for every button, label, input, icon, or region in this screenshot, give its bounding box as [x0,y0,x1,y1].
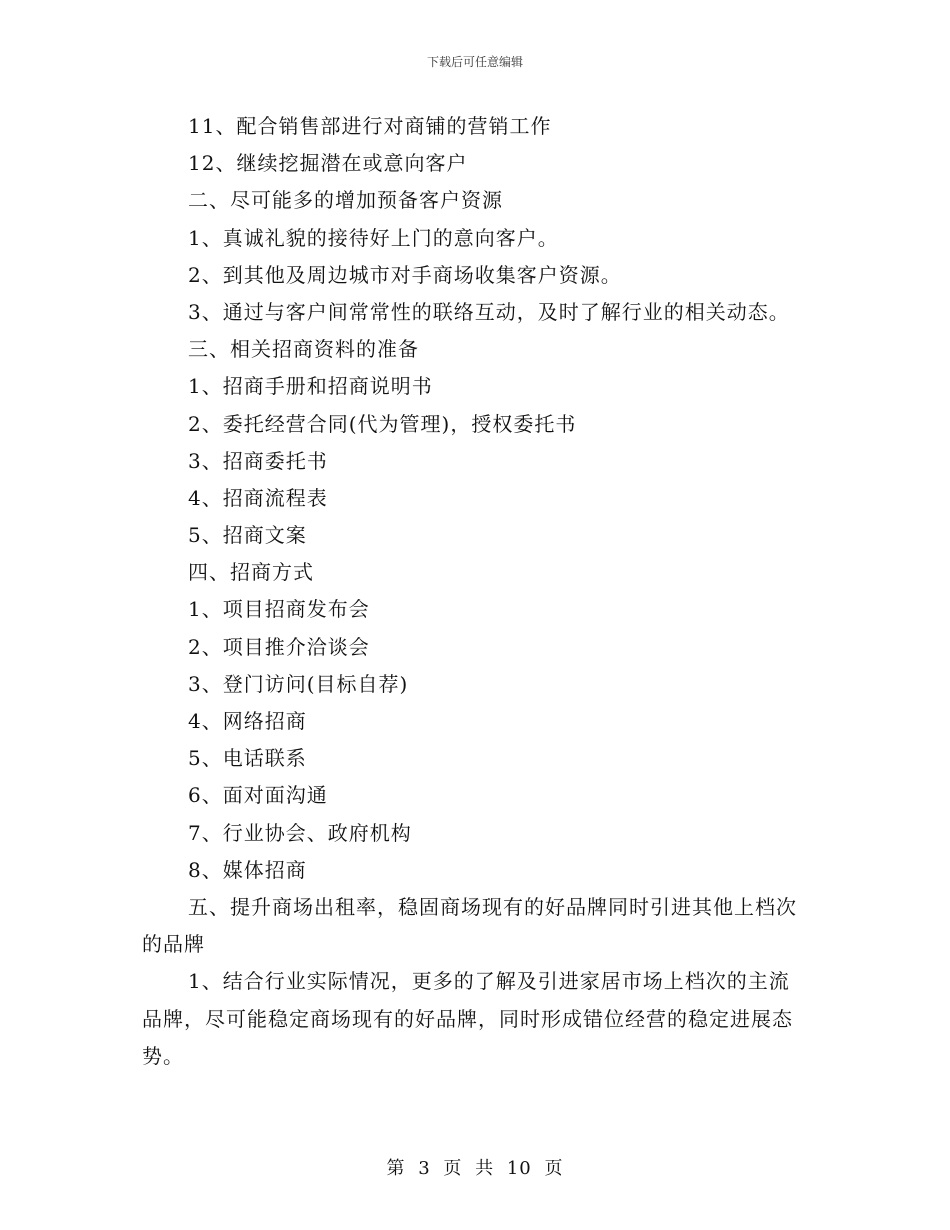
list-item: 3、通过与客户间常常性的联络互动，及时了解行业的相关动态。 [188,299,790,324]
list-item: 3、招商委托书 [188,448,328,473]
body-paragraph: 1、结合行业实际情况，更多的了解及引进家居市场上档次的主流品牌，尽可能稳定商场现有的好品牌，同时形成错位经营的稳定进展态势。 [142,969,793,1068]
list-item: 2、到其他及周边城市对手商场收集客户资源。 [188,262,622,287]
page-header: 下载后可任意编辑 [426,55,523,69]
list-item: 6、面对面沟通 [188,783,328,808]
list-item: 5、招商文案 [188,523,307,548]
list-item: 4、招商流程表 [188,485,328,510]
list-item: 1、项目招商发布会 [188,597,370,622]
list-item: 12、继续挖掘潜在或意向客户 [188,151,468,176]
list-item: 4、网络招商 [188,709,307,733]
section-heading: 四、招商方式 [188,560,314,585]
list-item: 1、招商手册和招商说明书 [188,374,433,399]
section-heading: 三、相关招商资料的准备 [188,337,419,362]
section-heading-paragraph: 五、提升商场出租率，稳固商场现有的好品牌同时引进其他上档次的品牌 [142,894,797,957]
list-item: 11、配合销售部进行对商铺的营销工作 [188,114,552,138]
list-item: 5、电话联系 [188,746,307,771]
list-item: 3、登门访问(目标自荐) [188,671,409,696]
list-item: 7、行业协会、政府机构 [188,820,412,845]
section-heading: 二、尽可能多的增加预备客户资源 [188,188,503,213]
list-item: 1、真诚礼貌的接待好上门的意向客户。 [188,225,559,250]
list-item: 2、委托经营合同(代为管理)，授权委托书 [188,411,577,436]
list-item: 8、媒体招商 [188,857,307,882]
document-body [142,108,810,1075]
list-item: 2、项目推介洽谈会 [188,634,370,659]
page-footer: 第 3 页 共 10 页 [386,1158,564,1179]
